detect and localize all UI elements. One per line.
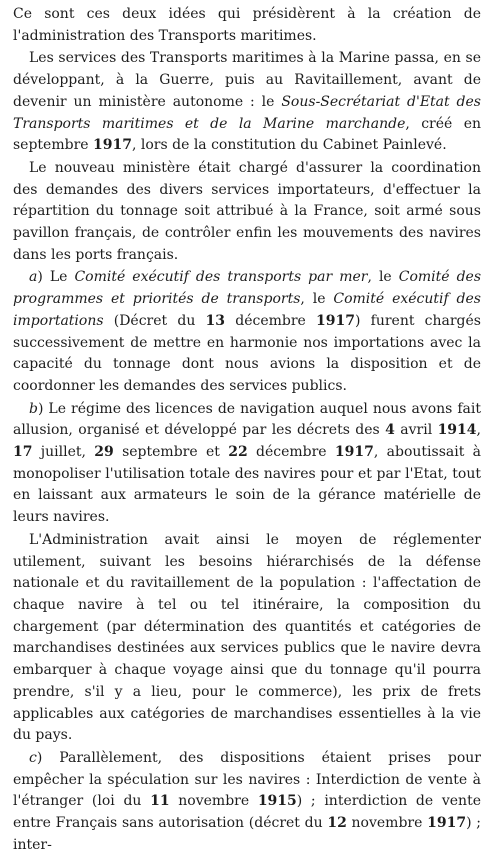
bold-number: 12 bbox=[327, 815, 347, 832]
text-run: ) ; inter- bbox=[13, 815, 481, 853]
text-run: septembre et bbox=[113, 444, 229, 461]
text-run: Ce sont ces deux idées qui présidèrent à la création de l'administration des Transports maritimes. bbox=[13, 6, 481, 44]
text-run: (Décret du bbox=[103, 312, 206, 329]
text-run: ) Parallèlement, des dispositions étaient prises pour empêcher la spéculation sur les navires : Interdiction de vente à l'étranger (loi du bbox=[13, 749, 481, 810]
bold-number: 13 bbox=[205, 312, 226, 329]
text-run: novembre bbox=[169, 793, 258, 810]
text-run: novembre bbox=[346, 815, 428, 832]
bold-number: 29 bbox=[94, 444, 114, 461]
text-run: , le bbox=[367, 269, 399, 286]
bold-number: 1917 bbox=[93, 137, 132, 154]
bold-number: 22 bbox=[228, 444, 248, 461]
italic-text: b bbox=[29, 400, 38, 417]
text-run: décembre bbox=[225, 312, 317, 329]
text-run: L'Administration avait ainsi le moyen de réglementer utilement, suivant les besoins hiérarchisés de la défense nationale et du ravitaillement de la population : l'affectation de chaque navire à tel ou tel itinéraire, la composition du chargement (par détermination des quantités et catégories de marchandises destinées aux services publics que le navire devra embarquer à chaque voyage ainsi que du tonnage qu'il pourra prendre, s'il y a lieu, pour le commerce), les prix de frets applicables aux catégories de marchandises essentielles à la vie du pays. bbox=[13, 531, 481, 744]
paragraph-5 bbox=[13, 399, 481, 529]
bold-number: 1917 bbox=[334, 444, 374, 461]
bold-number: 1914 bbox=[437, 422, 477, 439]
paragraph-4 bbox=[13, 267, 481, 397]
italic-text: Comité exécutif des importations bbox=[13, 291, 481, 329]
bold-number: 17 bbox=[13, 444, 33, 461]
text-run: , aboutissait à monopoliser l'utilisation totale des navires pour et par l'Etat, tout en laissant aux armateurs le soin de la gérance matérielle de leurs navires. bbox=[13, 444, 482, 526]
text-run: , lors de la constitution du Cabinet Painlevé. bbox=[131, 137, 447, 154]
text-run: ) Le régime des licences de navigation auquel nous avons fait allusion, organisé et développé par les décrets des bbox=[13, 400, 481, 439]
bold-number: 4 bbox=[385, 422, 395, 439]
text-run: ) ; interdiction de vente entre Français sans autorisation (décret du bbox=[13, 793, 481, 832]
text-run: Le nouveau ministère était chargé d'assurer la coordination des demandes des divers services importateurs, d'effectuer la répartition du tonnage soit attribué à la France, soit armé sous pavillon français, de contrôler enfin les mouvements des navires dans les ports français. bbox=[13, 159, 481, 263]
text-run: , le bbox=[300, 291, 334, 308]
text-run: avril bbox=[394, 422, 438, 439]
italic-text: a bbox=[29, 269, 38, 286]
bold-number: 1915 bbox=[257, 793, 297, 810]
paragraph-6 bbox=[13, 530, 481, 747]
paragraph-2 bbox=[13, 48, 481, 157]
italic-text: Comité exécutif des transports par mer bbox=[74, 269, 368, 286]
text-run: ) Le bbox=[37, 269, 75, 286]
bold-number: 1917 bbox=[316, 312, 355, 329]
bold-number: 11 bbox=[150, 793, 170, 810]
text-run: ) furent chargés successivement de mettre en harmonie nos importations avec la capacité du tonnage dont nous avions la disposition et de coordonner les demandes des services publics. bbox=[13, 312, 481, 394]
text-run: juillet, bbox=[32, 444, 95, 461]
text-run: Les services des Transports maritimes à la Marine passa, en se développant, à la Guerre, puis au Ravitaillement, avant de devenir un ministère autonome : le bbox=[13, 50, 481, 110]
italic-text: c bbox=[29, 749, 37, 766]
italic-text: Comité des programmes et priorités de transports bbox=[13, 269, 482, 308]
text-run: , créé en septembre bbox=[13, 115, 481, 154]
document-page bbox=[13, 4, 481, 857]
paragraph-7 bbox=[13, 748, 481, 857]
text-run: décembre bbox=[247, 444, 335, 461]
bold-number: 1917 bbox=[427, 815, 467, 832]
paragraph-1 bbox=[13, 4, 481, 47]
italic-text: Sous-Secrétariat d'Etat des Transports maritimes et de la Marine marchande bbox=[13, 93, 481, 132]
paragraph-3 bbox=[13, 158, 481, 267]
text-run: , bbox=[476, 422, 481, 439]
